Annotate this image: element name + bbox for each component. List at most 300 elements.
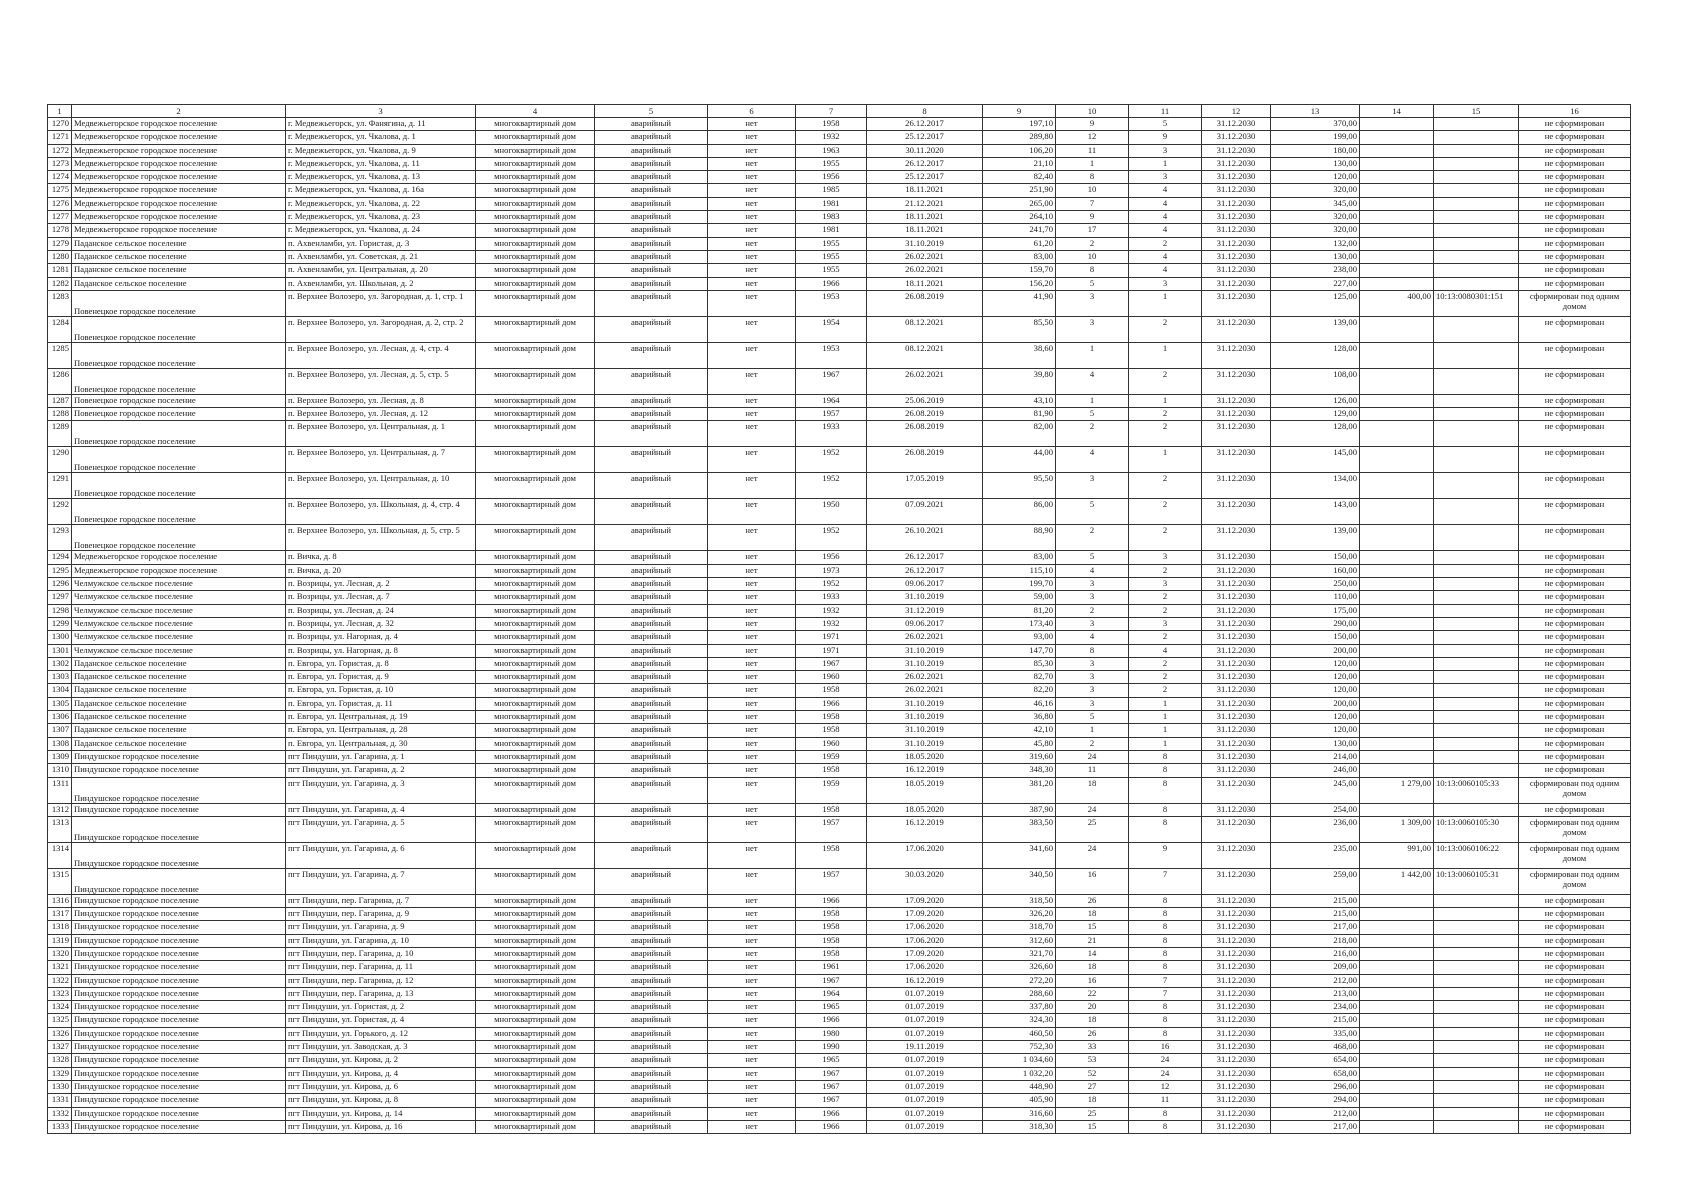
cell-land-status: не сформирован (1519, 408, 1631, 421)
cell-settlement: Повенецкое городское поселение (72, 499, 286, 525)
table-row (48, 564, 1631, 577)
cell-apartments: 1 (1129, 697, 1202, 710)
cell-planned-date: 31.12.2030 (1202, 551, 1271, 564)
cell-address: г. Медвежьегорск, ул. Чкалова, д. 11 (286, 157, 476, 170)
table-row (48, 1094, 1631, 1107)
cell-build-year: 1966 (796, 1014, 867, 1027)
cell-condition: аварийный (595, 711, 708, 724)
cell-area: 272,20 (983, 974, 1056, 987)
cell-planned-area: 227,00 (1271, 277, 1360, 290)
cell-planned-area: 335,00 (1271, 1027, 1360, 1040)
cell-land-status: не сформирован (1519, 447, 1631, 473)
table-row (48, 591, 1631, 604)
cell-settlement: Медвежьегорское городское поселение (72, 564, 286, 577)
cell-address: п. Евгора, ул. Центральная, д. 19 (286, 711, 476, 724)
cell-recognition-date: 26.12.2017 (867, 551, 983, 564)
cell-land-area (1360, 184, 1434, 197)
table-row (48, 604, 1631, 617)
cell-planned-area: 215,00 (1271, 908, 1360, 921)
table-row (48, 1120, 1631, 1133)
cell-apartments: 2 (1129, 684, 1202, 697)
cell-settlement: Пиндушское городское поселение (72, 947, 286, 960)
cell-planned-area: 217,00 (1271, 1120, 1360, 1133)
cell-recognition-date: 25.12.2017 (867, 131, 983, 144)
cell-apartments: 12 (1129, 1080, 1202, 1093)
cell-land-status: не сформирован (1519, 171, 1631, 184)
cell-apartments: 8 (1129, 816, 1202, 842)
cell-recognition-date: 31.10.2019 (867, 711, 983, 724)
cell-row-number: 1276 (48, 197, 72, 210)
cell-land-area (1360, 737, 1434, 750)
cell-settlement: Пиндушское городское поселение (72, 803, 286, 816)
cell-settlement: Повенецкое городское поселение (72, 421, 286, 447)
cell-residents: 24 (1056, 750, 1129, 763)
cell-apartments: 8 (1129, 1107, 1202, 1120)
cell-address: п. Верхнее Волозеро, ул. Лесная, д. 8 (286, 394, 476, 407)
cell-area: 199,70 (983, 578, 1056, 591)
cell-land-area (1360, 1014, 1434, 1027)
cell-residents: 33 (1056, 1041, 1129, 1054)
cell-apartments: 4 (1129, 211, 1202, 224)
cell-settlement: Паданское сельское поселение (72, 711, 286, 724)
cell-apartments: 8 (1129, 947, 1202, 960)
cell-condition: аварийный (595, 684, 708, 697)
cell-recognition-date: 26.02.2021 (867, 368, 983, 394)
cell-relocated: нет (708, 750, 796, 763)
cell-planned-date: 31.12.2030 (1202, 684, 1271, 697)
cell-relocated: нет (708, 764, 796, 777)
cell-land-area (1360, 604, 1434, 617)
cell-planned-date: 31.12.2030 (1202, 394, 1271, 407)
cell-house-type: многоквартирный дом (476, 1067, 595, 1080)
cell-address: п. Верхнее Волозеро, ул. Школьная, д. 4, стр. 4 (286, 499, 476, 525)
cell-house-type: многоквартирный дом (476, 737, 595, 750)
cell-house-type: многоквартирный дом (476, 724, 595, 737)
cell-house-type: многоквартирный дом (476, 157, 595, 170)
cell-cadastral-number (1434, 421, 1519, 447)
cell-apartments: 3 (1129, 277, 1202, 290)
cell-house-type: многоквартирный дом (476, 1080, 595, 1093)
cell-condition: аварийный (595, 578, 708, 591)
cell-land-area (1360, 631, 1434, 644)
cell-settlement: Паданское сельское поселение (72, 671, 286, 684)
table-row (48, 499, 1631, 525)
cell-relocated: нет (708, 342, 796, 368)
cell-land-area (1360, 671, 1434, 684)
cell-settlement: Пиндушское городское поселение (72, 908, 286, 921)
cell-land-area (1360, 1041, 1434, 1054)
cell-planned-area: 145,00 (1271, 447, 1360, 473)
cell-land-status: не сформирован (1519, 316, 1631, 342)
cell-land-area (1360, 551, 1434, 564)
cell-planned-date: 31.12.2030 (1202, 1120, 1271, 1133)
cell-recognition-date: 30.03.2020 (867, 868, 983, 894)
cell-recognition-date: 17.06.2020 (867, 842, 983, 868)
cell-address: пгт Пиндуши, ул. Горького, д. 12 (286, 1027, 476, 1040)
cell-recognition-date: 26.08.2019 (867, 408, 983, 421)
cell-build-year: 1952 (796, 525, 867, 551)
cell-planned-area: 235,00 (1271, 842, 1360, 868)
cell-residents: 24 (1056, 803, 1129, 816)
cell-house-type: многоквартирный дом (476, 816, 595, 842)
cell-condition: аварийный (595, 934, 708, 947)
cell-land-status: сформирован под одним домом (1519, 842, 1631, 868)
cell-area: 387,90 (983, 803, 1056, 816)
cell-land-area (1360, 250, 1434, 263)
cell-recognition-date: 30.11.2020 (867, 144, 983, 157)
cell-recognition-date: 18.11.2021 (867, 184, 983, 197)
cell-residents: 3 (1056, 671, 1129, 684)
cell-address: п. Возрицы, ул. Лесная, д. 2 (286, 578, 476, 591)
cell-row-number: 1295 (48, 564, 72, 577)
cell-row-number: 1287 (48, 394, 72, 407)
cell-relocated: нет (708, 1094, 796, 1107)
cell-apartments: 8 (1129, 1014, 1202, 1027)
cell-area: 81,20 (983, 604, 1056, 617)
cell-apartments: 2 (1129, 631, 1202, 644)
cell-house-type: многоквартирный дом (476, 764, 595, 777)
cell-residents: 10 (1056, 184, 1129, 197)
cell-cadastral-number (1434, 921, 1519, 934)
cell-relocated: нет (708, 564, 796, 577)
cell-apartments: 2 (1129, 316, 1202, 342)
table-row (48, 250, 1631, 263)
cell-address: п. Возрицы, ул. Нагорная, д. 8 (286, 644, 476, 657)
cell-area: 326,60 (983, 961, 1056, 974)
cell-area: 82,20 (983, 684, 1056, 697)
cell-house-type: многоквартирный дом (476, 803, 595, 816)
cell-condition: аварийный (595, 947, 708, 960)
cell-area: 82,40 (983, 171, 1056, 184)
cell-area: 82,70 (983, 671, 1056, 684)
cell-cadastral-number (1434, 711, 1519, 724)
cell-land-status: не сформирован (1519, 1080, 1631, 1093)
cell-planned-area: 139,00 (1271, 525, 1360, 551)
cell-address: п. Верхнее Волозеро, ул. Центральная, д. 1 (286, 421, 476, 447)
table-row (48, 1014, 1631, 1027)
cell-cadastral-number (1434, 447, 1519, 473)
cell-planned-date: 31.12.2030 (1202, 777, 1271, 803)
cell-planned-date: 31.12.2030 (1202, 118, 1271, 131)
cell-area: 36,80 (983, 711, 1056, 724)
cell-recognition-date: 01.07.2019 (867, 987, 983, 1000)
cell-address: п. Евгора, ул. Гористая, д. 8 (286, 657, 476, 670)
cell-cadastral-number (1434, 803, 1519, 816)
cell-planned-area: 259,00 (1271, 868, 1360, 894)
cell-land-status: не сформирован (1519, 803, 1631, 816)
cell-row-number: 1328 (48, 1054, 72, 1067)
cell-cadastral-number: 10:13:0080301:151 (1434, 290, 1519, 316)
cell-condition: аварийный (595, 737, 708, 750)
cell-address: пгт Пиндуши, ул. Гагарина, д. 9 (286, 921, 476, 934)
cell-residents: 3 (1056, 591, 1129, 604)
cell-land-status: не сформирован (1519, 264, 1631, 277)
cell-planned-date: 31.12.2030 (1202, 1067, 1271, 1080)
cell-planned-date: 31.12.2030 (1202, 987, 1271, 1000)
cell-residents: 5 (1056, 551, 1129, 564)
cell-planned-area: 200,00 (1271, 644, 1360, 657)
cell-cadastral-number: 10:13:0060105:31 (1434, 868, 1519, 894)
cell-land-status: не сформирован (1519, 724, 1631, 737)
cell-house-type: многоквартирный дом (476, 921, 595, 934)
cell-relocated: нет (708, 737, 796, 750)
cell-land-area (1360, 157, 1434, 170)
cell-settlement: Пиндушское городское поселение (72, 1014, 286, 1027)
cell-house-type: многоквартирный дом (476, 842, 595, 868)
table-row (48, 368, 1631, 394)
cell-cadastral-number (1434, 724, 1519, 737)
cell-address: пгт Пиндуши, ул. Гагарина, д. 3 (286, 777, 476, 803)
cell-planned-date: 31.12.2030 (1202, 342, 1271, 368)
cell-row-number: 1331 (48, 1094, 72, 1107)
cell-apartments: 4 (1129, 644, 1202, 657)
cell-residents: 3 (1056, 684, 1129, 697)
cell-settlement: Пиндушское городское поселение (72, 974, 286, 987)
cell-residents: 5 (1056, 277, 1129, 290)
cell-area: 115,10 (983, 564, 1056, 577)
cell-apartments: 8 (1129, 934, 1202, 947)
cell-settlement: Паданское сельское поселение (72, 237, 286, 250)
cell-recognition-date: 17.06.2020 (867, 934, 983, 947)
cell-apartments: 8 (1129, 894, 1202, 907)
cell-house-type: многоквартирный дом (476, 711, 595, 724)
cell-residents: 27 (1056, 1080, 1129, 1093)
header-apartments: 11 (1129, 105, 1202, 118)
cell-address: п. Возрицы, ул. Лесная, д. 7 (286, 591, 476, 604)
cell-cadastral-number (1434, 473, 1519, 499)
cell-area: 42,10 (983, 724, 1056, 737)
cell-apartments: 2 (1129, 473, 1202, 499)
cell-area: 197,10 (983, 118, 1056, 131)
cell-planned-area: 180,00 (1271, 144, 1360, 157)
cell-area: 43,10 (983, 394, 1056, 407)
cell-area: 45,80 (983, 737, 1056, 750)
cell-land-status: не сформирован (1519, 578, 1631, 591)
cell-land-status: не сформирован (1519, 711, 1631, 724)
cell-relocated: нет (708, 644, 796, 657)
cell-planned-area: 217,00 (1271, 921, 1360, 934)
cell-settlement: Паданское сельское поселение (72, 697, 286, 710)
cell-planned-area: 128,00 (1271, 421, 1360, 447)
table-row (48, 1107, 1631, 1120)
cell-house-type: многоквартирный дом (476, 551, 595, 564)
cell-planned-date: 31.12.2030 (1202, 934, 1271, 947)
cell-row-number: 1294 (48, 551, 72, 564)
cell-area: 348,30 (983, 764, 1056, 777)
cell-relocated: нет (708, 368, 796, 394)
cell-settlement: Медвежьегорское городское поселение (72, 551, 286, 564)
cell-cadastral-number (1434, 1014, 1519, 1027)
cell-cadastral-number (1434, 1041, 1519, 1054)
cell-apartments: 2 (1129, 525, 1202, 551)
cell-cadastral-number (1434, 211, 1519, 224)
cell-apartments: 2 (1129, 671, 1202, 684)
cell-residents: 18 (1056, 1094, 1129, 1107)
cell-house-type: многоквартирный дом (476, 237, 595, 250)
cell-cadastral-number (1434, 368, 1519, 394)
cell-land-area (1360, 368, 1434, 394)
cell-cadastral-number (1434, 578, 1519, 591)
cell-recognition-date: 18.05.2019 (867, 777, 983, 803)
cell-apartments: 3 (1129, 578, 1202, 591)
cell-cadastral-number (1434, 144, 1519, 157)
cell-recognition-date: 31.10.2019 (867, 237, 983, 250)
cell-apartments: 11 (1129, 1094, 1202, 1107)
cell-row-number: 1289 (48, 421, 72, 447)
cell-land-area (1360, 947, 1434, 960)
cell-house-type: многоквартирный дом (476, 277, 595, 290)
cell-relocated: нет (708, 277, 796, 290)
cell-build-year: 1933 (796, 421, 867, 447)
cell-apartments: 4 (1129, 250, 1202, 263)
cell-planned-area: 132,00 (1271, 237, 1360, 250)
cell-land-area (1360, 697, 1434, 710)
cell-condition: аварийный (595, 408, 708, 421)
cell-condition: аварийный (595, 987, 708, 1000)
cell-residents: 2 (1056, 737, 1129, 750)
cell-condition: аварийный (595, 764, 708, 777)
cell-row-number: 1312 (48, 803, 72, 816)
header-land-area: 14 (1360, 105, 1434, 118)
cell-condition: аварийный (595, 617, 708, 630)
cell-relocated: нет (708, 816, 796, 842)
cell-planned-date: 31.12.2030 (1202, 171, 1271, 184)
cell-condition: аварийный (595, 473, 708, 499)
header-cadastral-number: 15 (1434, 105, 1519, 118)
cell-area: 319,60 (983, 750, 1056, 763)
cell-area: 337,80 (983, 1001, 1056, 1014)
cell-planned-date: 31.12.2030 (1202, 578, 1271, 591)
cell-area: 88,90 (983, 525, 1056, 551)
cell-planned-date: 31.12.2030 (1202, 617, 1271, 630)
cell-planned-date: 31.12.2030 (1202, 197, 1271, 210)
cell-planned-date: 31.12.2030 (1202, 237, 1271, 250)
cell-apartments: 1 (1129, 394, 1202, 407)
cell-recognition-date: 26.10.2021 (867, 525, 983, 551)
cell-area: 85,30 (983, 657, 1056, 670)
cell-condition: аварийный (595, 591, 708, 604)
cell-planned-area: 212,00 (1271, 974, 1360, 987)
cell-area: 289,80 (983, 131, 1056, 144)
cell-recognition-date: 01.07.2019 (867, 1067, 983, 1080)
cell-build-year: 1958 (796, 711, 867, 724)
cell-address: пгт Пиндуши, ул. Гагарина, д. 10 (286, 934, 476, 947)
table-row (48, 1080, 1631, 1093)
cell-row-number: 1272 (48, 144, 72, 157)
cell-address: пгт Пиндуши, ул. Кирова, д. 6 (286, 1080, 476, 1093)
cell-address: пгт Пиндуши, пер. Гагарина, д. 12 (286, 974, 476, 987)
cell-planned-area: 110,00 (1271, 591, 1360, 604)
cell-planned-date: 31.12.2030 (1202, 290, 1271, 316)
cell-house-type: многоквартирный дом (476, 197, 595, 210)
cell-recognition-date: 08.12.2021 (867, 342, 983, 368)
cell-address: п. Возрицы, ул. Лесная, д. 24 (286, 604, 476, 617)
cell-build-year: 1967 (796, 368, 867, 394)
cell-planned-date: 31.12.2030 (1202, 144, 1271, 157)
cell-house-type: многоквартирный дом (476, 1094, 595, 1107)
cell-residents: 18 (1056, 961, 1129, 974)
cell-area: 86,00 (983, 499, 1056, 525)
cell-planned-area: 120,00 (1271, 724, 1360, 737)
cell-house-type: многоквартирный дом (476, 525, 595, 551)
cell-address: п. Вичка, д. 20 (286, 564, 476, 577)
cell-house-type: многоквартирный дом (476, 934, 595, 947)
cell-residents: 4 (1056, 368, 1129, 394)
cell-relocated: нет (708, 803, 796, 816)
cell-land-status: не сформирован (1519, 1027, 1631, 1040)
cell-settlement: Пиндушское городское поселение (72, 987, 286, 1000)
cell-relocated: нет (708, 551, 796, 564)
cell-recognition-date: 17.09.2020 (867, 908, 983, 921)
cell-house-type: многоквартирный дом (476, 657, 595, 670)
cell-residents: 52 (1056, 1067, 1129, 1080)
cell-address: пгт Пиндуши, пер. Гагарина, д. 7 (286, 894, 476, 907)
cell-area: 95,50 (983, 473, 1056, 499)
cell-apartments: 8 (1129, 803, 1202, 816)
cell-residents: 21 (1056, 934, 1129, 947)
cell-condition: аварийный (595, 631, 708, 644)
cell-cadastral-number (1434, 908, 1519, 921)
cell-condition: аварийный (595, 1001, 708, 1014)
cell-land-status: не сформирован (1519, 947, 1631, 960)
cell-planned-date: 31.12.2030 (1202, 631, 1271, 644)
cell-planned-date: 31.12.2030 (1202, 1014, 1271, 1027)
cell-residents: 9 (1056, 211, 1129, 224)
cell-build-year: 1959 (796, 750, 867, 763)
cell-house-type: многоквартирный дом (476, 578, 595, 591)
cell-area: 318,70 (983, 921, 1056, 934)
cell-planned-area: 143,00 (1271, 499, 1360, 525)
cell-cadastral-number (1434, 1067, 1519, 1080)
cell-condition: аварийный (595, 961, 708, 974)
cell-area: 264,10 (983, 211, 1056, 224)
cell-row-number: 1302 (48, 657, 72, 670)
cell-cadastral-number (1434, 564, 1519, 577)
cell-recognition-date: 26.02.2021 (867, 264, 983, 277)
cell-land-area: 1 442,00 (1360, 868, 1434, 894)
cell-address: пгт Пиндуши, пер. Гагарина, д. 9 (286, 908, 476, 921)
cell-condition: аварийный (595, 277, 708, 290)
cell-land-area: 991,00 (1360, 842, 1434, 868)
cell-area: 1 034,60 (983, 1054, 1056, 1067)
cell-planned-area: 199,00 (1271, 131, 1360, 144)
cell-apartments: 8 (1129, 1027, 1202, 1040)
cell-relocated: нет (708, 157, 796, 170)
cell-row-number: 1270 (48, 118, 72, 131)
cell-relocated: нет (708, 316, 796, 342)
cell-planned-area: 120,00 (1271, 711, 1360, 724)
cell-row-number: 1329 (48, 1067, 72, 1080)
cell-apartments: 2 (1129, 237, 1202, 250)
cell-recognition-date: 31.10.2019 (867, 591, 983, 604)
cell-address: пгт Пиндуши, пер. Гагарина, д. 13 (286, 987, 476, 1000)
cell-residents: 1 (1056, 157, 1129, 170)
cell-row-number: 1333 (48, 1120, 72, 1133)
cell-land-status: не сформирован (1519, 697, 1631, 710)
cell-area: 173,40 (983, 617, 1056, 630)
cell-planned-area: 250,00 (1271, 578, 1360, 591)
cell-condition: аварийный (595, 657, 708, 670)
cell-build-year: 1932 (796, 617, 867, 630)
cell-condition: аварийный (595, 894, 708, 907)
cell-planned-date: 31.12.2030 (1202, 671, 1271, 684)
cell-relocated: нет (708, 604, 796, 617)
cell-relocated: нет (708, 184, 796, 197)
cell-apartments: 2 (1129, 604, 1202, 617)
cell-residents: 3 (1056, 290, 1129, 316)
cell-recognition-date: 26.02.2021 (867, 631, 983, 644)
cell-recognition-date: 31.10.2019 (867, 644, 983, 657)
